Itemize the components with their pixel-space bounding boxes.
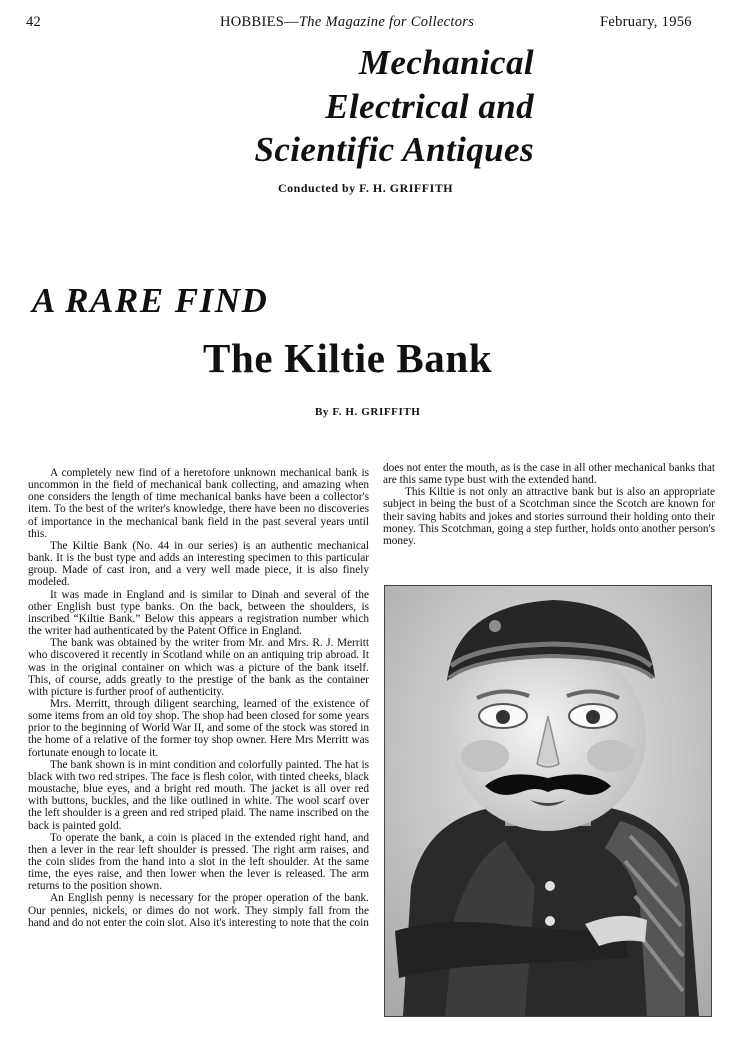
article-kicker: A RARE FIND [32,281,269,320]
paragraph: The bank was obtained by the writer from Mr. and Mrs. R. J. Merritt who discovered it recently in Scotland while on an antiquing trip abroad. It was in the original container on which was a picture of the bank itself. This, of course, adds greatly to the prestige of the bank as the container with picture is further proof of authenticity. [28,637,369,698]
article-title: The Kiltie Bank [203,335,493,381]
paragraph-continuation: does not enter the mouth, as is the case in all other mechanical banks that are this same type bust with the extended hand. [383,462,715,487]
paragraph: It was made in England and is similar to Dinah and several of the other English bust type banks. On the back, between the shoulders, is inscribed “Kiltie Bank.” Below this appears a registration number which the writer had authenticated by the Patent Office in England. [28,588,369,638]
issue-date: February, 1956 [600,14,692,30]
left-column [28,467,369,929]
paragraph: Mrs. Merritt, through diligent searching, learned of the existence of some items from an old toy shop. The shop had been closed for some years prior to the beginning of World War II, and some of the stock was stored in the home of a relative of the former toy shop owner. Here Mrs Merritt was fortunate enough to locate it. [28,697,369,759]
department-title-line-3: Scientific Antiques [254,130,534,169]
running-head-prefix: HOBBIES— [220,14,299,30]
byline: By F. H. GRIFFITH [315,406,421,418]
paragraph: An English penny is necessary for the proper operation of the bank. Our pennies, nickels, or dimes do not work. They simply fall from the hand and do not enter the coin slot. Also it's interesting to note that the coin [28,892,369,929]
department-title-line-2: Electrical and [325,87,534,126]
kiltie-bank-photo [384,585,712,1017]
running-head [220,14,474,31]
paragraph: A completely new find of a heretofore unknown mechanical bank is uncommon in the field of mechanical bank collecting, and amazing when one considers the length of time mechanical banks have been a collector's item. To the best of the writer's knowledge, there have been no discoveries of importance in the mechanical bank field in the past several years until this. [28,467,369,540]
paragraph: To operate the bank, a coin is placed in the extended right hand, and then a lever in the rear left shoulder is pressed. The right arm raises, and the coin slides from the hand into a slot in the left shoulder. At the same time, the eyes raise, and then lower when the lever is released. The arm returns to the position shown. [28,831,369,893]
department-title-line-1: Mechanical [358,43,534,82]
kiltie-bank-illustration [385,586,711,1016]
conducted-by: Conducted by F. H. GRIFFITH [278,181,454,195]
paragraph: The Kiltie Bank (No. 44 in our series) is an authentic mechanical bank. It is the bust type and adds an interesting specimen to this particular group. Made of cast iron, and a very well made piece, it is also finely modeled. [28,539,369,589]
paragraph: The bank shown is in mint condition and colorfully painted. The hat is black with two red stripes. The face is flesh color, with tinted cheeks, black moustache, blue eyes, and a bright red mouth. The jacket is all over red with buttons, buckles, and the like outlined in white. The wool scarf over the left shoulder is a green and red striped plaid. The name inscribed on the back is painted gold. [28,758,369,832]
right-column [383,462,715,547]
paragraph: This Kiltie is not only an attractive bank but is also an appropriate subject in being the bust of a Scotchman since the Scotch are known for their saving habits and jokes and stories surround their holding onto their money. This Scotchman, going a step further, holds onto another person's money. [383,486,715,547]
running-head-title: The Magazine for Collectors [298,14,475,30]
page-number: 42 [26,14,42,30]
